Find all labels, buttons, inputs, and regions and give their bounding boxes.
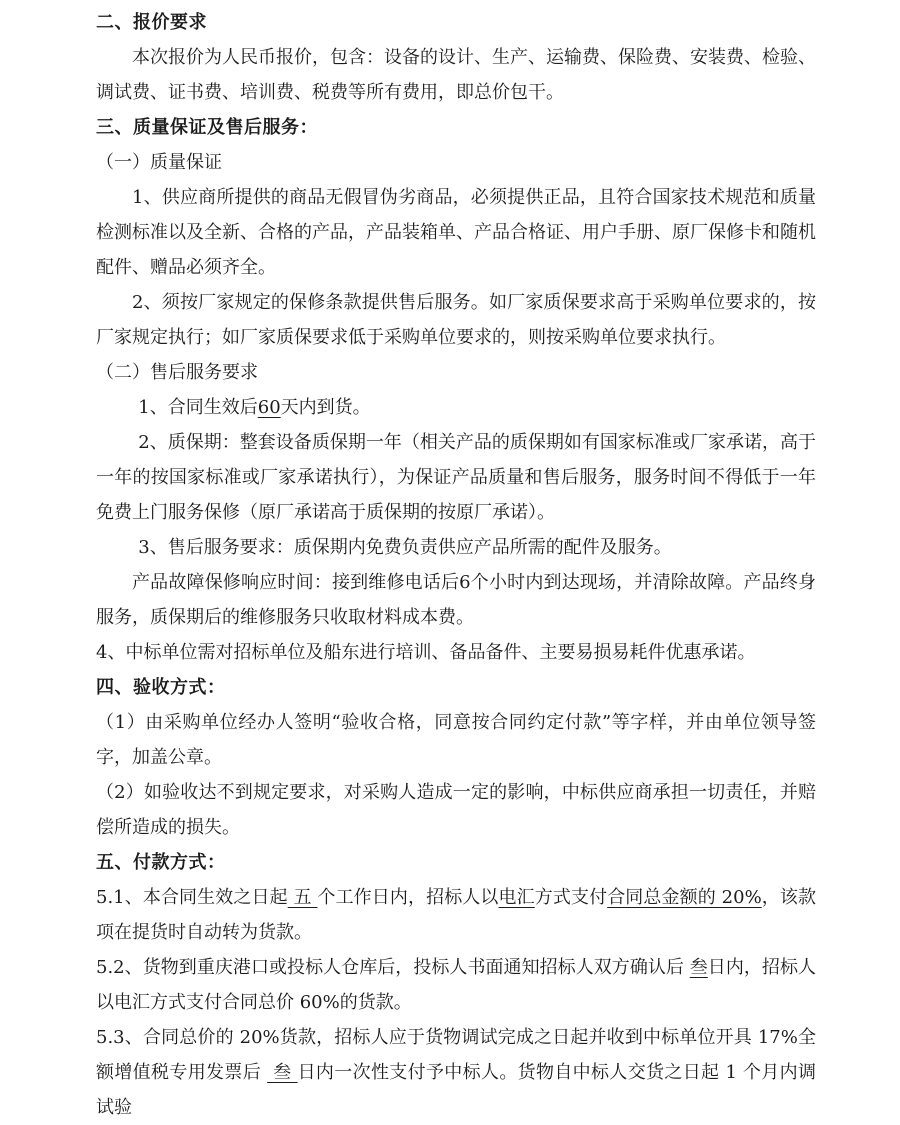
paragraph-repair-response [96,565,816,635]
paragraph-after-sales-item-3 [96,530,816,565]
text-run: 日内，招标人以电汇方式支付合同总价 60%的货款。 [96,957,816,1013]
underlined-text: 叁 [689,957,708,978]
paragraph-after-sales-item-1 [96,390,816,425]
text-run: （二）售后服务要求 [96,362,258,383]
paragraph-training-commitment [96,635,816,670]
text-run: 日内一次性支付予中标人。货物自中标人交货之日起 1 个月内调试验 [96,1062,816,1118]
text-run: 本次报价为人民币报价，包含：设备的设计、生产、运输费、保险费、安装费、检验、调试费、证书费、培训费、税费等所有费用，即总价包干。 [96,47,816,103]
underlined-text: 叁 [267,1062,298,1083]
text-run: 方式支付 [534,887,608,908]
section-heading-quotation [96,5,816,40]
paragraph-quality-item-1 [96,180,816,285]
text-run: 5.2、货物到重庆港口或投标人仓库后，投标人书面通知招标人双方确认后 [96,957,690,978]
paragraph-acceptance-2 [96,775,816,845]
text-run: 五、付款方式： [96,852,226,873]
paragraph-acceptance-1 [96,705,816,775]
text-run: 二、报价要求 [96,12,207,33]
text-run: 天内到货。 [280,397,371,418]
underlined-text: 合同总金额的 20% [607,887,762,908]
text-run: 2、须按厂家规定的保修条款提供售后服务。如厂家质保要求高于采购单位要求的，按厂家规定执行；如厂家质保要求低于采购单位要求的，则按采购单位要求执行。 [96,292,816,348]
text-run: 4、中标单位需对招标单位及船东进行培训、备品备件、主要易损易耗件优惠承诺。 [96,642,756,663]
text-run: （1）由采购单位经办人签明“验收合格，同意按合同约定付款”等字样，并由单位领导签字，加盖公章。 [96,712,816,768]
subsection-quality-assurance [96,145,816,180]
paragraph-quality-item-2 [96,285,816,355]
subsection-after-sales [96,355,816,390]
text-run: 个工作日内，招标人以 [317,887,499,908]
text-run: 1、合同生效后 [138,397,258,418]
text-run: 产品故障保修响应时间：接到维修电话后6个小时内到达现场，并清除故障。产品终身服务，质保期后的维修服务只收取材料成本费。 [96,572,816,628]
underlined-text: 五 [287,887,318,908]
paragraph-after-sales-item-2 [96,425,816,530]
underlined-text: 60 [257,397,281,418]
text-run: 四、验收方式： [96,677,226,698]
text-run: 2、质保期：整套设备质保期一年（相关产品的质保期如有国家标准或厂家承诺，高于一年的按国家标准或厂家承诺执行），为保证产品质量和售后服务，服务时间不得低于一年免费上门服务保修（原厂承诺高于质保期的按原厂承诺）。 [96,432,816,523]
paragraph-quotation-scope [96,40,816,110]
text-run: 5.3、合同总价的 20%货款，招标人应于货物调试完成之日起并收到中标单位开具 17%全额增值税专用发票后 [96,1027,816,1083]
paragraph-payment-5-2 [96,950,816,1020]
text-run: 三、质量保证及售后服务： [96,117,318,138]
paragraph-payment-5-3 [96,1020,816,1125]
text-run: （2）如验收达不到规定要求，对采购人造成一定的影响，中标供应商承担一切责任，并赔偿所造成的损失。 [96,782,816,838]
section-heading-payment [96,845,816,880]
text-run: 1、供应商所提供的商品无假冒伪劣商品，必须提供正品，且符合国家技术规范和质量检测标准以及全新、合格的产品，产品装箱单、产品合格证、用户手册、原厂保修卡和随机配件、赠品必须齐全。 [96,187,816,278]
text-run: 5.1、本合同生效之日起 [96,887,288,908]
section-heading-quality-service [96,110,816,145]
underlined-text: 电汇 [498,887,535,908]
text-run: ，该款项在提货时自动转为货款。 [96,887,817,943]
section-heading-acceptance [96,670,816,705]
text-run: 3、售后服务要求：质保期内免费负责供应产品所需的配件及服务。 [138,537,672,558]
paragraph-payment-5-1 [96,880,816,950]
text-run: （一）质量保证 [96,152,222,173]
